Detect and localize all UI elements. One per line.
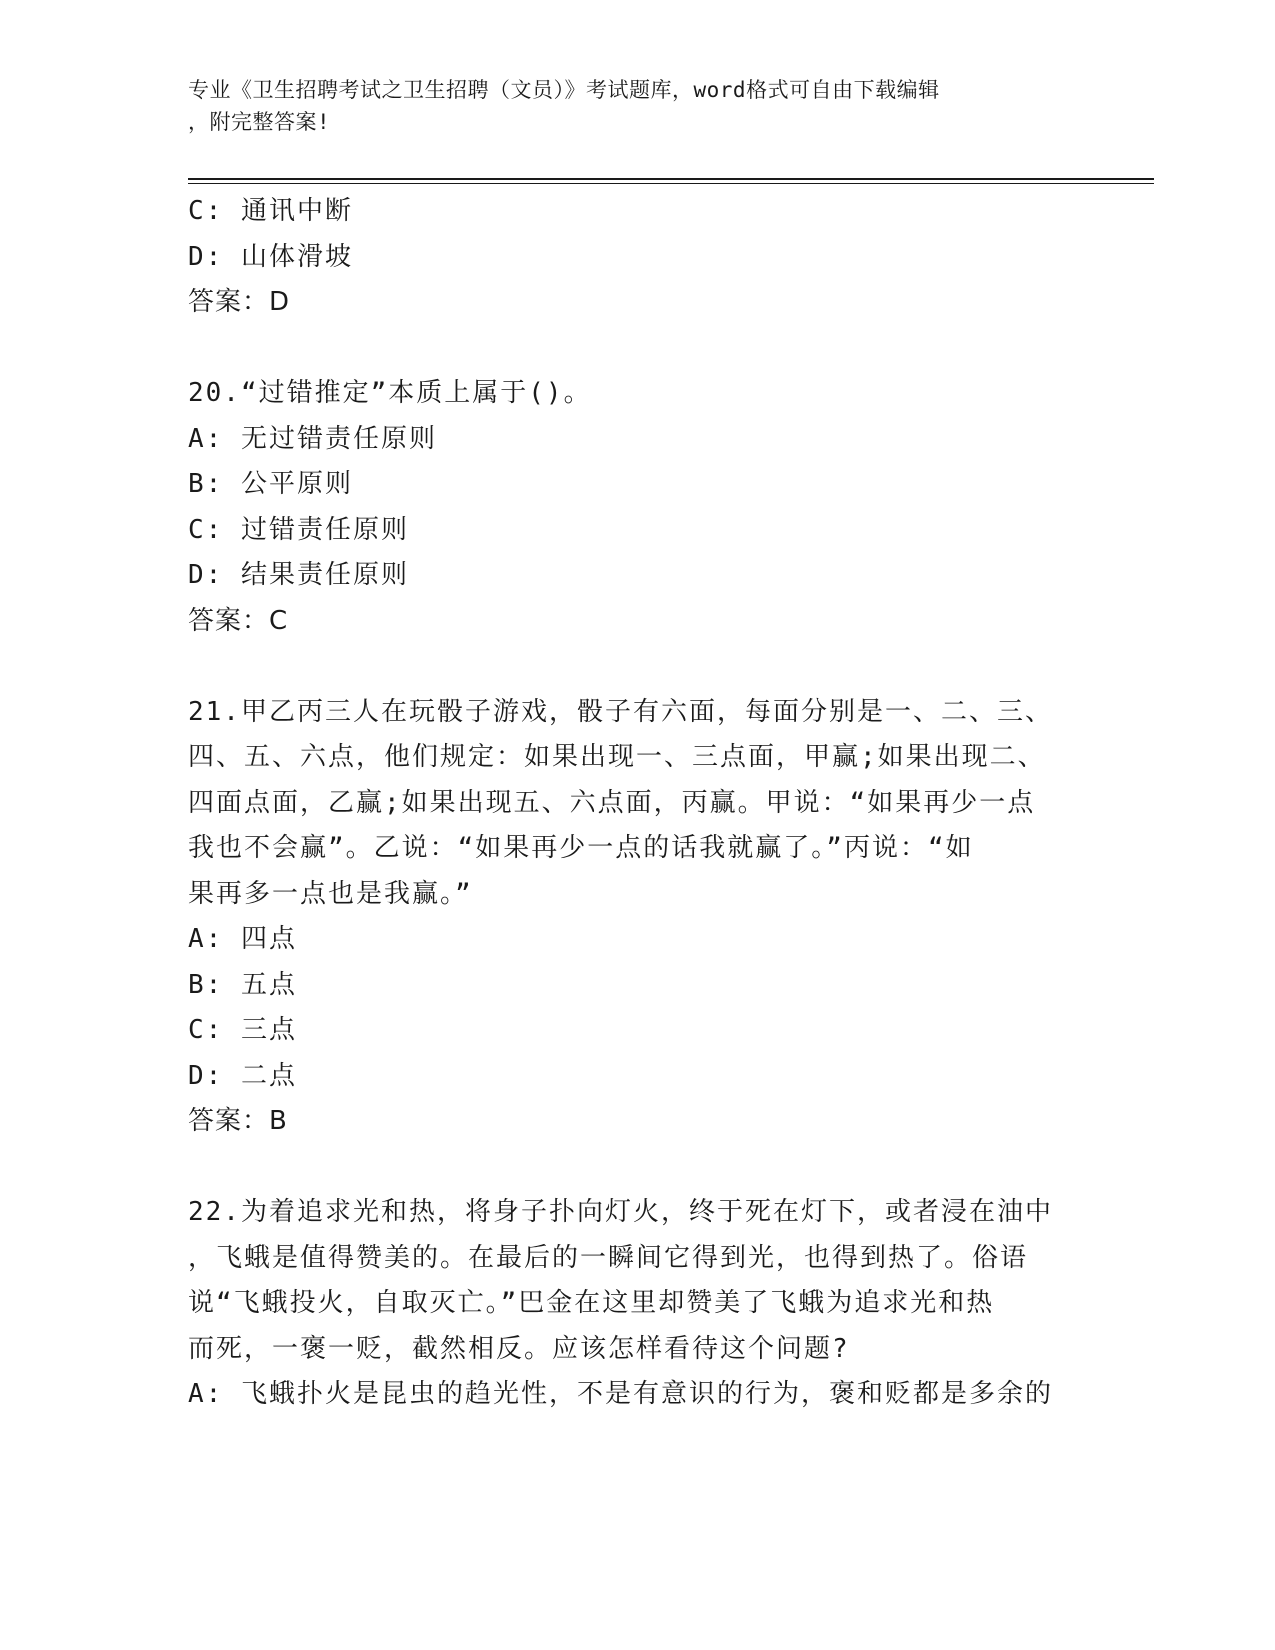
document-header: [188, 74, 1088, 138]
q20-answer: 答案：C: [188, 605, 289, 636]
q20-option-d: D: 结果责任原则: [188, 560, 409, 590]
q22-stem-line: 说“飞蛾投火，自取灭亡。”巴金在这里却赞美了飞蛾为追求光和热: [188, 1288, 995, 1318]
q21-answer: 答案：B: [188, 1106, 288, 1136]
q19-option-c: C: 通讯中断: [188, 196, 353, 226]
question-19: [188, 189, 1088, 326]
q20-option-a: A: 无过错责任原则: [188, 423, 437, 454]
q21-stem-line: 我也不会赢”。乙说：“如果再少一点的话我就赢了。”丙说：“如: [188, 833, 974, 863]
q21-stem-line: 四、五、六点，他们规定：如果出现一、三点面，甲赢;如果出现二、: [188, 742, 1046, 772]
document-body: [188, 189, 1088, 1418]
q19-option-d: D: 山体滑坡: [188, 241, 353, 272]
q19-answer: 答案：D: [188, 287, 291, 317]
q21-stem-line: 四面点面，乙赢;如果出现五、六点面，丙赢。甲说：“如果再少一点: [188, 787, 1036, 818]
q22-option-a: A: 飞蛾扑火是昆虫的趋光性，不是有意识的行为，褒和贬都是多余的: [188, 1379, 1053, 1409]
question-22: [188, 1190, 1088, 1418]
question-21: [188, 690, 1088, 1145]
q20-stem: 20.“过错推定”本质上属于()。: [188, 378, 592, 408]
q21-stem-line: 果再多一点也是我赢。”: [188, 878, 473, 909]
q21-option-d: D: 二点: [188, 1060, 297, 1091]
spacer: [188, 644, 1088, 690]
q20-option-b: B: 公平原则: [188, 469, 353, 499]
header-divider-thin: [188, 183, 1154, 184]
header-divider-thick: [188, 178, 1154, 180]
q22-stem-line: ，飞蛾是值得赞美的。在最后的一瞬间它得到光，也得到热了。俗语: [188, 1242, 1029, 1273]
q21-option-b: B: 五点: [188, 969, 297, 1000]
spacer: [188, 326, 1088, 372]
spacer: [188, 1145, 1088, 1191]
q20-option-c: C: 过错责任原则: [188, 514, 409, 545]
q22-stem-line: 而死，一褒一贬，截然相反。应该怎样看待这个问题?: [188, 1333, 850, 1364]
header-title-line-2: ，附完整答案!: [188, 110, 331, 134]
header-title-line-1: 专业《卫生招聘考试之卫生招聘（文员）》考试题库，word格式可自由下载编辑: [188, 78, 940, 102]
q21-option-a: A: 四点: [188, 924, 297, 954]
q21-option-c: C: 三点: [188, 1015, 297, 1045]
q21-stem-line: 21.甲乙丙三人在玩骰子游戏，骰子有六面，每面分别是一、二、三、: [188, 696, 1053, 727]
q22-stem-line: 22.为着追求光和热，将身子扑向灯火，终于死在灯下，或者浸在油中: [188, 1197, 1053, 1227]
question-20: [188, 371, 1088, 644]
